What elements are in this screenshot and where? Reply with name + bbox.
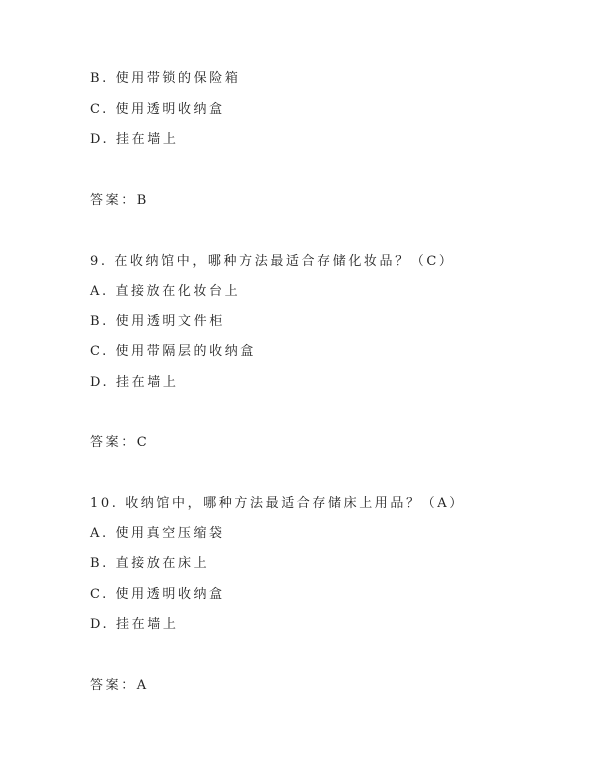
answer-text: 答案：B bbox=[90, 193, 149, 208]
question-text: 9. 在收纳馆中，哪种方法最适合存储化妆品？（C） bbox=[90, 254, 455, 269]
option-text: C. 使用带隔层的收纳盒 bbox=[90, 344, 256, 359]
question-text: 10. 收纳馆中，哪种方法最适合存储床上用品？（A） bbox=[90, 496, 465, 511]
option-text: B. 直接放在床上 bbox=[90, 556, 210, 571]
option-text: B. 使用透明文件柜 bbox=[90, 314, 225, 329]
option-text: D. 挂在墙上 bbox=[90, 375, 179, 390]
option-text: B. 使用带锁的保险箱 bbox=[90, 71, 241, 86]
option-text: D. 挂在墙上 bbox=[90, 617, 179, 632]
option-text: C. 使用透明收纳盒 bbox=[90, 587, 225, 602]
answer-text: 答案：A bbox=[90, 678, 149, 693]
option-text: A. 使用真空压缩袋 bbox=[90, 526, 225, 541]
option-text: C. 使用透明收纳盒 bbox=[90, 102, 225, 117]
option-text: A. 直接放在化妆台上 bbox=[90, 284, 241, 299]
option-text: D. 挂在墙上 bbox=[90, 132, 179, 147]
answer-text: 答案：C bbox=[90, 435, 150, 450]
